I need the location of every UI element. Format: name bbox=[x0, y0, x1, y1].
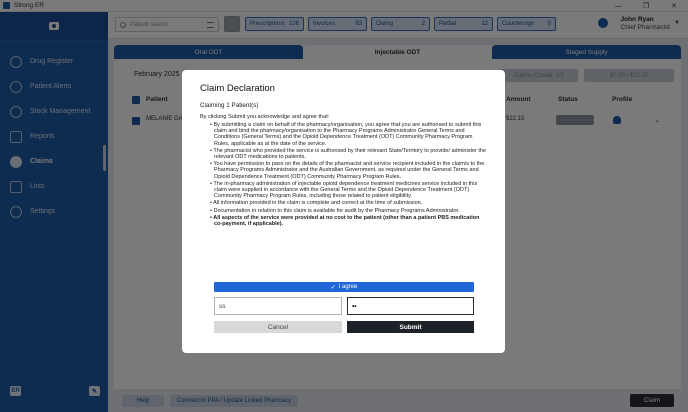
declaration-item-bold: • All aspects of the service were provided at no cost to the patient (other than a patient PBS medication co-payment, if applicable). bbox=[200, 215, 487, 227]
pin-input[interactable]: •• bbox=[347, 297, 474, 315]
dialog-subtitle: Claiming 1 Patient(s) bbox=[200, 102, 259, 109]
declaration-item: • The pharmacist who provided the service is authorised by their relevant State/Territory to provide/ administer the relevant ODT medications to patients. bbox=[200, 148, 487, 160]
initials-input[interactable]: ss bbox=[214, 297, 342, 315]
declaration-item: • The in-pharmacy administration of injectable opioid dependence treatment medicines service included in this claim were supplied in accordance with the General Terms and the Opioid Dependence Treatment (ODT) Community Pharmacy Program Rules, including those related to patient eligibility. bbox=[200, 181, 487, 200]
declaration-item: • By submitting a claim on behalf of the pharmacy/organisation, you agree that you are authorised to submit this claim and bind the pharmacy/organisation to the Pharmacy Programs Administrator General Terms and Conditions (General Terms) and the Opioid Dependence Treatment (ODT) Community Pharmacy Program Rules, applicable as at the date of the service. bbox=[200, 122, 487, 147]
agree-label: I agree bbox=[338, 284, 358, 290]
submit-button[interactable]: Submit bbox=[347, 321, 474, 333]
declaration-item: • Documentation in relation to this claim is available for audit by the Pharmacy Programs Administrator. bbox=[200, 208, 487, 214]
declaration-item: • You have permission to pass on the details of the pharmacist and service recipient included in the claim/s to the Pharmacy Programs Administrator and the Australian Government, as required under the General Terms and Opioid Dependence Treatment (ODT) Community Pharmacy Program Rules. bbox=[200, 161, 487, 180]
declaration-list bbox=[200, 122, 487, 227]
i-agree-toggle[interactable] bbox=[214, 282, 474, 292]
dialog-intro: By clicking Submit you acknowledge and agree that: bbox=[200, 114, 330, 120]
dialog-title: Claim Declaration bbox=[200, 83, 275, 94]
check-icon: ✓ bbox=[330, 284, 336, 291]
claim-declaration-dialog bbox=[182, 70, 505, 353]
declaration-item: • All information provided in the claim is complete and correct at the time of submission. bbox=[200, 200, 487, 206]
cancel-button[interactable]: Cancel bbox=[214, 321, 342, 333]
